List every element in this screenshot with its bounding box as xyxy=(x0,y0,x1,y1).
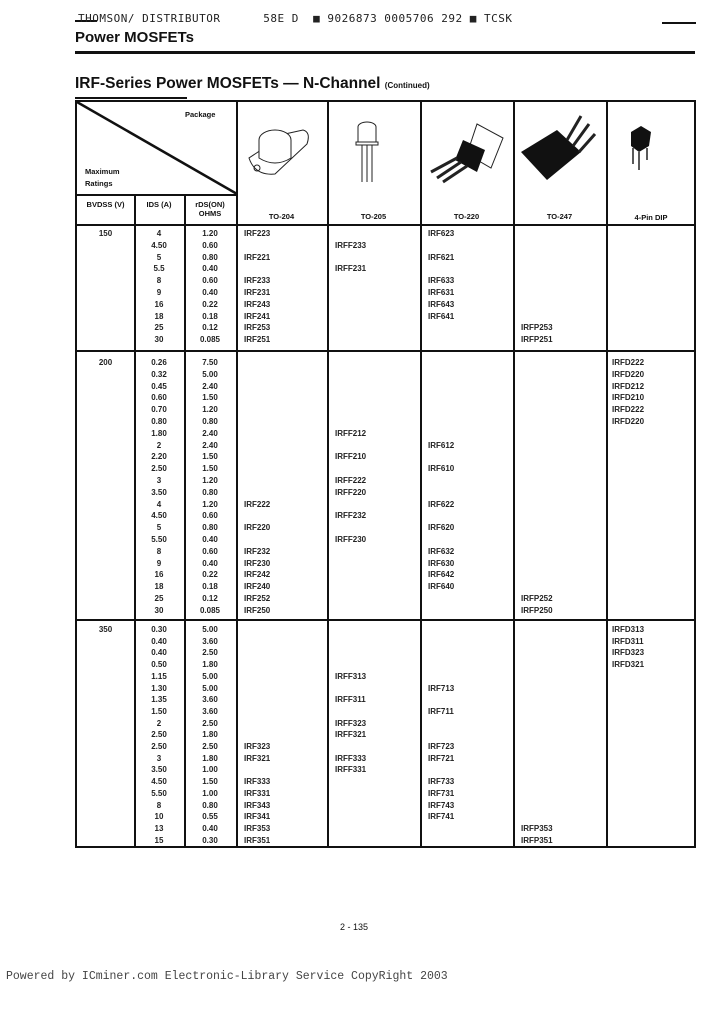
ids-cell: 30 xyxy=(154,335,164,345)
to220-package-icon xyxy=(427,120,507,186)
dip-cell: IRFD321 xyxy=(612,660,645,670)
rds-cell: 5.00 xyxy=(202,683,218,693)
table-row xyxy=(77,694,694,706)
ids-cell: 2.50 xyxy=(151,730,167,740)
ids-cell: 9 xyxy=(156,558,162,568)
dip-cell: IRFD220 xyxy=(612,417,645,426)
page-title: Power MOSFETs xyxy=(75,29,194,46)
rds-cell: 0.18 xyxy=(202,311,218,321)
ids-cell: 4 xyxy=(156,499,162,509)
table-row xyxy=(77,487,694,499)
table-row xyxy=(77,475,694,487)
dip-cell: IRFD323 xyxy=(612,648,645,658)
rds-cell: 1.00 xyxy=(202,788,218,798)
table-row xyxy=(77,569,694,581)
dip-cell: IRFD222 xyxy=(612,358,645,367)
col-header-to220: TO-220 xyxy=(453,212,480,221)
bvdss-value: 350 xyxy=(98,625,113,634)
rds-cell: 3.60 xyxy=(202,706,218,716)
ids-cell: 0.26 xyxy=(151,358,167,367)
to220-cell: IRF641 xyxy=(428,311,455,321)
rds-cell: 3.60 xyxy=(202,636,218,646)
ids-cell: 0.30 xyxy=(151,625,167,634)
to220-cell: IRF733 xyxy=(428,777,455,787)
table-row xyxy=(77,624,694,636)
to247-package-icon xyxy=(517,112,597,184)
table-row xyxy=(77,776,694,788)
rds-cell: 2.40 xyxy=(202,440,218,450)
to205-cell: IRFF222 xyxy=(335,476,367,485)
rds-cell: 2.50 xyxy=(202,648,218,658)
rds-cell: 1.80 xyxy=(202,753,218,763)
to220-cell: IRF642 xyxy=(428,570,455,580)
to204-cell: IRF333 xyxy=(244,777,271,787)
rds-cell: 0.60 xyxy=(202,240,218,250)
ids-cell: 2 xyxy=(156,718,162,728)
to205-cell: IRFF321 xyxy=(335,730,367,740)
to220-cell: IRF711 xyxy=(428,706,454,716)
ids-cell: 3.50 xyxy=(151,487,167,497)
to247-cell: IRFP252 xyxy=(521,594,553,603)
table-row xyxy=(77,499,694,511)
table-row xyxy=(77,381,694,393)
rds-cell: 0.80 xyxy=(202,800,218,810)
ids-cell: 25 xyxy=(154,323,164,333)
to205-cell: IRFF331 xyxy=(335,765,367,775)
to220-cell: IRF721 xyxy=(428,753,455,763)
rds-cell: 1.20 xyxy=(202,476,218,485)
rds-cell: 1.50 xyxy=(202,452,218,462)
header-divider xyxy=(77,194,237,196)
ids-cell: 0.32 xyxy=(151,369,167,379)
ids-cell: 2.50 xyxy=(151,742,167,751)
table-row xyxy=(77,558,694,570)
to220-cell: IRF743 xyxy=(428,800,455,810)
rds-cell: 1.20 xyxy=(202,499,218,509)
ids-cell: 1.50 xyxy=(151,706,167,716)
ids-cell: 18 xyxy=(154,311,164,321)
ids-cell: 8 xyxy=(156,546,162,556)
to220-cell: IRF723 xyxy=(428,742,455,751)
bvdss-value: 200 xyxy=(98,358,113,367)
rds-cell: 3.60 xyxy=(202,695,218,705)
table-row xyxy=(77,287,694,299)
to220-cell: IRF621 xyxy=(428,252,455,262)
ids-cell: 8 xyxy=(156,276,162,286)
ids-cell: 0.45 xyxy=(151,381,167,391)
dip-cell: IRFD311 xyxy=(612,636,644,646)
table-row xyxy=(77,404,694,416)
rds-cell: 5.00 xyxy=(202,625,218,634)
rds-cell: 0.60 xyxy=(202,276,218,286)
to220-cell: IRF630 xyxy=(428,558,455,568)
rds-cell: 0.80 xyxy=(202,252,218,262)
table-row xyxy=(77,228,694,240)
ids-cell: 16 xyxy=(154,299,164,309)
to204-cell: IRF220 xyxy=(244,523,271,533)
to220-cell: IRF610 xyxy=(428,464,455,474)
rds-cell: 0.60 xyxy=(202,546,218,556)
ids-cell: 4.50 xyxy=(151,511,167,521)
to204-cell: IRF230 xyxy=(244,558,271,568)
ids-cell: 5 xyxy=(156,252,162,262)
to204-cell: IRF240 xyxy=(244,582,271,592)
table-row xyxy=(77,581,694,593)
to204-cell: IRF351 xyxy=(244,835,271,845)
title-rule xyxy=(75,51,695,54)
ids-cell: 1.30 xyxy=(151,683,167,693)
to204-cell: IRF231 xyxy=(244,288,271,297)
to220-cell: IRF632 xyxy=(428,546,455,556)
to205-cell: IRFF233 xyxy=(335,240,367,250)
rds-cell: 0.60 xyxy=(202,511,218,521)
to205-cell: IRFF220 xyxy=(335,487,367,497)
section-title-text: IRF-Series Power MOSFETs — N-Channel xyxy=(75,75,381,92)
to247-cell: IRFP250 xyxy=(521,605,553,615)
to205-cell: IRFF231 xyxy=(335,264,367,274)
to247-cell: IRFP353 xyxy=(521,823,553,833)
table-row xyxy=(77,823,694,835)
rds-cell: 2.50 xyxy=(202,718,218,728)
to204-cell: IRF353 xyxy=(244,823,271,833)
ids-cell: 4 xyxy=(156,229,162,238)
mosfet-table xyxy=(75,100,696,848)
to204-cell: IRF253 xyxy=(244,323,271,333)
col-header-rds: rDS(ON) OHMS xyxy=(195,200,225,218)
rds-cell: 1.50 xyxy=(202,777,218,787)
rds-cell: 0.22 xyxy=(202,570,218,580)
ids-cell: 8 xyxy=(156,800,162,810)
ids-cell: 25 xyxy=(154,594,164,603)
table-row xyxy=(77,534,694,546)
table-row xyxy=(77,683,694,695)
rds-cell: 2.40 xyxy=(202,381,218,391)
section-divider xyxy=(77,350,694,352)
table-row xyxy=(77,240,694,252)
table-row xyxy=(77,788,694,800)
rds-cell: 2.40 xyxy=(202,428,218,438)
to220-cell: IRF612 xyxy=(428,440,455,450)
to205-cell: IRFF212 xyxy=(335,428,367,438)
ids-cell: 0.50 xyxy=(151,660,167,670)
rds-cell: 0.80 xyxy=(202,417,218,426)
to220-cell: IRF631 xyxy=(428,288,455,297)
ids-cell: 18 xyxy=(154,582,164,592)
header-rule-right xyxy=(662,22,696,24)
rds-cell: 0.22 xyxy=(202,299,218,309)
to247-cell: IRFP251 xyxy=(521,335,553,345)
to205-cell: IRFF230 xyxy=(335,535,367,544)
table-row xyxy=(77,322,694,334)
to220-cell: IRF633 xyxy=(428,276,455,286)
ids-cell: 5 xyxy=(156,523,162,533)
ids-cell: 2.50 xyxy=(151,464,167,474)
table-row xyxy=(77,510,694,522)
to204-cell: IRF241 xyxy=(244,311,271,321)
to220-cell: IRF640 xyxy=(428,582,455,592)
table-row xyxy=(77,299,694,311)
to220-cell: IRF731 xyxy=(428,788,455,798)
to205-cell: IRFF210 xyxy=(335,452,367,462)
table-row xyxy=(77,463,694,475)
table-row xyxy=(77,593,694,605)
distributor-label: THOMSON/ DISTRIBUTOR xyxy=(78,12,221,25)
rds-cell: 1.20 xyxy=(202,405,218,415)
to220-cell: IRF623 xyxy=(428,229,455,238)
to204-cell: IRF251 xyxy=(244,335,271,345)
rds-cell: 0.12 xyxy=(202,594,218,603)
table-row xyxy=(77,392,694,404)
to204-cell: IRF323 xyxy=(244,742,271,751)
table-row xyxy=(77,800,694,812)
scan-header xyxy=(78,12,513,25)
ids-cell: 16 xyxy=(154,570,164,580)
scan-code: 58E D xyxy=(263,12,299,25)
table-row xyxy=(77,440,694,452)
to204-cell: IRF331 xyxy=(244,788,271,798)
to204-cell: IRF233 xyxy=(244,276,271,286)
to204-cell: IRF252 xyxy=(244,594,271,603)
table-row xyxy=(77,451,694,463)
table-row xyxy=(77,659,694,671)
table-row xyxy=(77,706,694,718)
package-label: Package xyxy=(185,110,216,119)
rds-cell: 0.12 xyxy=(202,323,218,333)
table-row xyxy=(77,753,694,765)
col-header-to247: TO-247 xyxy=(546,212,573,221)
table-row xyxy=(77,546,694,558)
dip-cell: IRFD212 xyxy=(612,381,645,391)
table-row xyxy=(77,334,694,346)
section-divider xyxy=(77,619,694,621)
table-row xyxy=(77,636,694,648)
rds-cell: 1.00 xyxy=(202,765,218,775)
table-row xyxy=(77,605,694,617)
table-row xyxy=(77,741,694,753)
rds-cell: 0.80 xyxy=(202,487,218,497)
table-row xyxy=(77,671,694,683)
to205-package-icon xyxy=(352,120,382,186)
section-note: (Continued) xyxy=(384,81,430,90)
block-mark: ■ xyxy=(469,12,477,25)
ids-cell: 1.35 xyxy=(151,695,167,705)
table-row xyxy=(77,764,694,776)
col-header-bvdss: BVDSS (V) xyxy=(86,200,125,209)
col-header-to205: TO-205 xyxy=(360,212,387,221)
ids-cell: 4.50 xyxy=(151,240,167,250)
col-header-ids: IDS (A) xyxy=(146,200,172,209)
ids-cell: 2 xyxy=(156,440,162,450)
to204-cell: IRF222 xyxy=(244,499,271,509)
rds-cell: 1.80 xyxy=(202,660,218,670)
ids-cell: 3 xyxy=(156,476,162,485)
to205-cell: IRFF323 xyxy=(335,718,367,728)
ids-cell: 5.50 xyxy=(151,788,167,798)
table-row xyxy=(77,729,694,741)
rds-cell: 0.085 xyxy=(199,335,221,345)
to204-cell: IRF223 xyxy=(244,229,271,238)
to205-cell: IRFF232 xyxy=(335,511,367,521)
to204-cell: IRF232 xyxy=(244,546,271,556)
rds-cell: 0.085 xyxy=(199,605,221,615)
ids-cell: 10 xyxy=(154,812,164,822)
scan-code-right: TCSK xyxy=(484,12,513,25)
to247-cell: IRFP253 xyxy=(521,323,553,333)
rds-cell: 1.50 xyxy=(202,393,218,403)
to205-cell: IRFF313 xyxy=(335,671,367,681)
to204-cell: IRF343 xyxy=(244,800,271,810)
dip-cell: IRFD222 xyxy=(612,405,645,415)
to220-cell: IRF620 xyxy=(428,523,455,533)
ids-cell: 1.15 xyxy=(151,671,167,681)
to220-cell: IRF741 xyxy=(428,812,455,822)
ids-cell: 0.80 xyxy=(151,417,167,426)
ids-cell: 0.40 xyxy=(151,648,167,658)
table-row xyxy=(77,811,694,823)
table-row xyxy=(77,357,694,369)
to220-cell: IRF622 xyxy=(428,499,455,509)
rds-cell: 1.50 xyxy=(202,464,218,474)
ids-cell: 15 xyxy=(154,835,164,845)
rds-cell: 0.18 xyxy=(202,582,218,592)
header-bottom-rule xyxy=(77,224,694,226)
dip-cell: IRFD210 xyxy=(612,393,645,403)
page-number: 2 - 135 xyxy=(340,922,369,932)
to204-cell: IRF221 xyxy=(244,252,271,262)
section-title xyxy=(75,75,430,93)
dip-cell: IRFD220 xyxy=(612,369,645,379)
to205-cell: IRFF333 xyxy=(335,753,367,763)
table-row xyxy=(77,647,694,659)
rds-cell: 0.40 xyxy=(202,264,218,274)
ids-cell: 5.50 xyxy=(151,535,167,544)
ids-cell: 13 xyxy=(154,823,164,833)
bvdss-value: 150 xyxy=(98,229,113,238)
ids-cell: 1.80 xyxy=(151,428,167,438)
table-row xyxy=(77,718,694,730)
to204-cell: IRF242 xyxy=(244,570,271,580)
ids-cell: 3.50 xyxy=(151,765,167,775)
to247-cell: IRFP351 xyxy=(521,835,553,845)
rds-cell: 0.40 xyxy=(202,535,218,544)
to220-cell: IRF713 xyxy=(428,683,455,693)
dip-package-icon xyxy=(627,124,655,174)
table-row xyxy=(77,835,694,847)
footer-credit: Powered by ICminer.com Electronic-Library Service CopyRight 2003 xyxy=(6,970,448,983)
rds-cell: 2.50 xyxy=(202,742,218,751)
dip-cell: IRFD313 xyxy=(612,625,645,634)
ids-cell: 4.50 xyxy=(151,777,167,787)
ids-cell: 30 xyxy=(154,605,164,615)
ids-cell: 5.5 xyxy=(153,264,165,274)
section-rule xyxy=(75,97,187,99)
to204-cell: IRF341 xyxy=(244,812,271,822)
table-row xyxy=(77,428,694,440)
rds-cell: 0.40 xyxy=(202,823,218,833)
ids-cell: 3 xyxy=(156,753,162,763)
block-mark: ■ xyxy=(313,12,321,25)
table-row xyxy=(77,252,694,264)
rds-cell: 7.50 xyxy=(202,358,218,367)
ids-cell: 0.60 xyxy=(151,393,167,403)
ids-cell: 0.40 xyxy=(151,636,167,646)
ids-cell: 9 xyxy=(156,288,162,297)
col-header-4pin-dip: 4-Pin DIP xyxy=(634,213,668,222)
rds-cell: 0.30 xyxy=(202,835,218,845)
rds-cell: 1.20 xyxy=(202,229,218,238)
table-row xyxy=(77,263,694,275)
to204-cell: IRF321 xyxy=(244,753,271,763)
scan-numbers: 9026873 0005706 292 xyxy=(327,12,463,25)
rds-cell: 1.80 xyxy=(202,730,218,740)
col-header-to204: TO-204 xyxy=(268,212,295,221)
table-row xyxy=(77,311,694,323)
table-row xyxy=(77,522,694,534)
rds-cell: 0.40 xyxy=(202,288,218,297)
ratings-label: Maximum Ratings xyxy=(85,167,120,188)
rds-cell: 5.00 xyxy=(202,671,218,681)
table-row xyxy=(77,369,694,381)
to204-cell: IRF243 xyxy=(244,299,271,309)
rds-cell: 0.40 xyxy=(202,558,218,568)
table-row xyxy=(77,275,694,287)
ids-cell: 2.20 xyxy=(151,452,167,462)
to205-cell: IRFF311 xyxy=(335,695,366,705)
rds-cell: 5.00 xyxy=(202,369,218,379)
to220-cell: IRF643 xyxy=(428,299,455,309)
to204-package-icon xyxy=(245,116,315,182)
to204-cell: IRF250 xyxy=(244,605,271,615)
ids-cell: 0.70 xyxy=(151,405,167,415)
rds-cell: 0.80 xyxy=(202,523,218,533)
rds-cell: 0.55 xyxy=(202,812,218,822)
table-row xyxy=(77,416,694,428)
